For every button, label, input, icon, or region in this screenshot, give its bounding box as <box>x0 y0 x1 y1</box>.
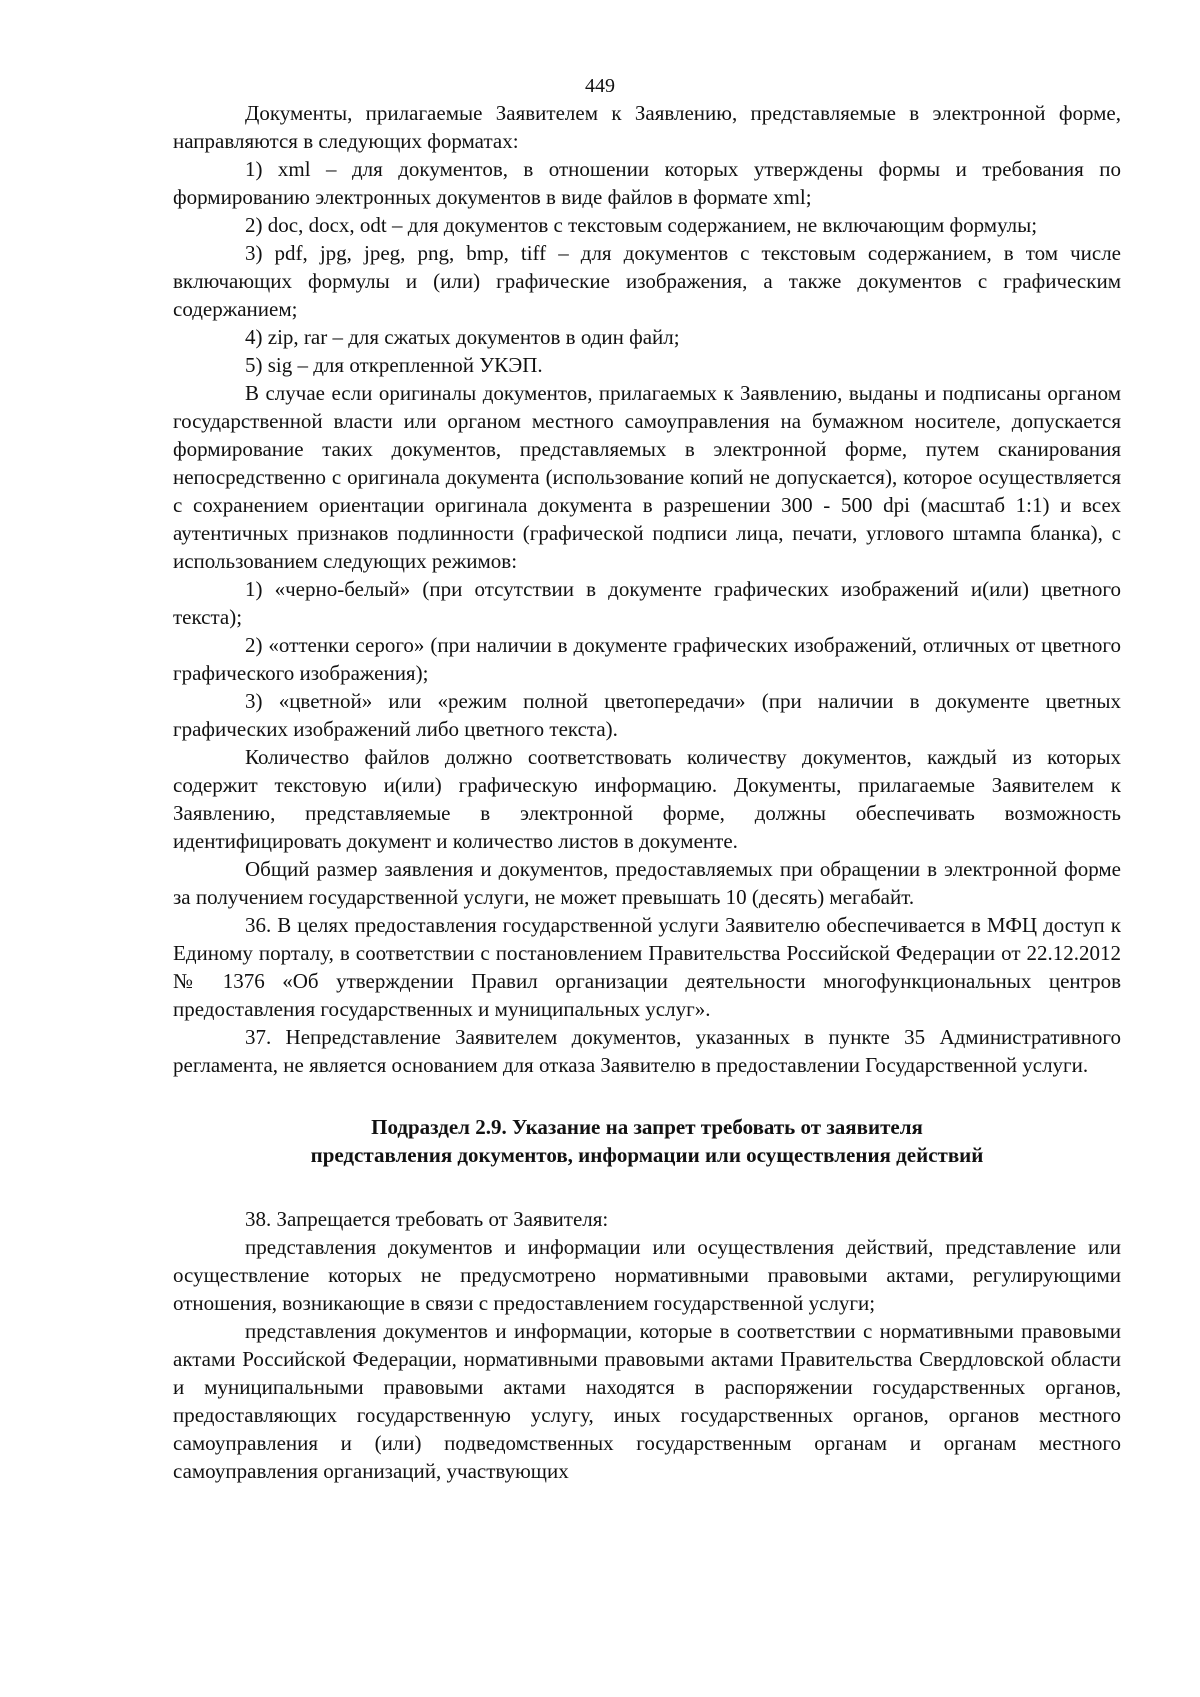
paragraph-format-pdf: 3) pdf, jpg, jpeg, png, bmp, tiff – для документов с текстовым содержанием, в том числе включающих формулы и (или) графические изображения, а также документов с графическим содержанием; <box>173 241 1121 321</box>
paragraph-format-xml: 1) xml – для документов, в отношении которых утверждены формы и требования по формированию электронных документов в виде файлов в формате xml; <box>173 157 1121 209</box>
paragraph-item-38: 38. Запрещается требовать от Заявителя: <box>245 1207 609 1231</box>
paragraph-mode-color: 3) «цветной» или «режим полной цветопередачи» (при наличии в документе цветных графических изображений либо цветного текста). <box>173 689 1121 741</box>
paragraph-item-37: 37. Непредставление Заявителем документов, указанных в пункте 35 Административного регламента, не является основанием для отказа Заявителю в предоставлении Государственной услуги. <box>173 1025 1121 1077</box>
paragraph-format-sig: 5) sig – для открепленной УКЭП. <box>245 353 543 377</box>
document-body <box>173 99 1121 1485</box>
paragraph-file-count: Количество файлов должно соответствовать количеству документов, каждый из которых содержит текстовую и(или) графическую информацию. Документы, прилагаемые Заявителем к Заявлению, представляемые в электронной форме, должны обеспечивать возможность идентифицировать документ и количество листов в документе. <box>173 745 1121 853</box>
paragraph-mode-bw: 1) «черно-белый» (при отсутствии в документе графических изображений и(или) цветного текста); <box>173 577 1121 629</box>
paragraph-item-36: 36. В целях предоставления государственной услуги Заявителю обеспечивается в МФЦ доступ к Единому порталу, в соответствии с постановлением Правительства Российской Федерации от 22.12.2012 № 1376 «Об утверждении Правил организации деятельности многофункциональных центров предоставления государственных и муниципальных услуг». <box>173 913 1121 1021</box>
section-heading <box>173 1113 1121 1169</box>
paragraph-scanning: В случае если оригиналы документов, прилагаемых к Заявлению, выданы и подписаны органом государственной власти или органом местного самоуправления на бумажном носителе, допускается формирование таких документов, представляемых в электронной форме, путем сканирования непосредственно с оригинала документа (использование копий не допускается), которое осуществляется с сохранением ориентации оригинала документа в разрешении 300 - 500 dpi (масштаб 1:1) и всех аутентичных признаков подлинности (графической подписи лица, печати, углового штампа бланка), с использованием следующих режимов: <box>173 381 1122 573</box>
section-heading-line-1: Подраздел 2.9. Указание на запрет требовать от заявителя <box>371 1115 923 1139</box>
paragraph-prohibition-2: представления документов и информации, которые в соответствии с нормативными правовыми актами Российской Федерации, нормативными правовыми актами Правительства Свердловской области и муниципальными правовыми актами находятся в распоряжении государственных органов, предоставляющих государственную услугу, иных государственных органов, органов местного самоуправления и (или) подведомственных государственным органам и органам местного самоуправления организаций, участвующих <box>173 1319 1121 1483</box>
section-heading-line-2: представления документов, информации или осуществления действий <box>310 1143 984 1167</box>
paragraph-mode-gray: 2) «оттенки серого» (при наличии в документе графических изображений, отличных от цветного графического изображения); <box>173 633 1121 685</box>
paragraph-prohibition-1: представления документов и информации или осуществления действий, представление или осуществление которых не предусмотрено нормативными правовыми актами, регулирующими отношения, возникающие в связи с предоставлением государственной услуги; <box>173 1235 1121 1315</box>
paragraph-format-zip: 4) zip, rar – для сжатых документов в один файл; <box>245 325 680 349</box>
page-number: 449 <box>585 75 615 97</box>
paragraph-formats-intro: Документы, прилагаемые Заявителем к Заявлению, представляемые в электронной форме, направляются в следующих форматах: <box>173 101 1121 153</box>
paragraph-format-doc: 2) doc, docx, odt – для документов с текстовым содержанием, не включающим формулы; <box>245 213 1038 237</box>
paragraph-total-size: Общий размер заявления и документов, предоставляемых при обращении в электронной форме за получением государственной услуги, не может превышать 10 (десять) мегабайт. <box>173 857 1121 909</box>
